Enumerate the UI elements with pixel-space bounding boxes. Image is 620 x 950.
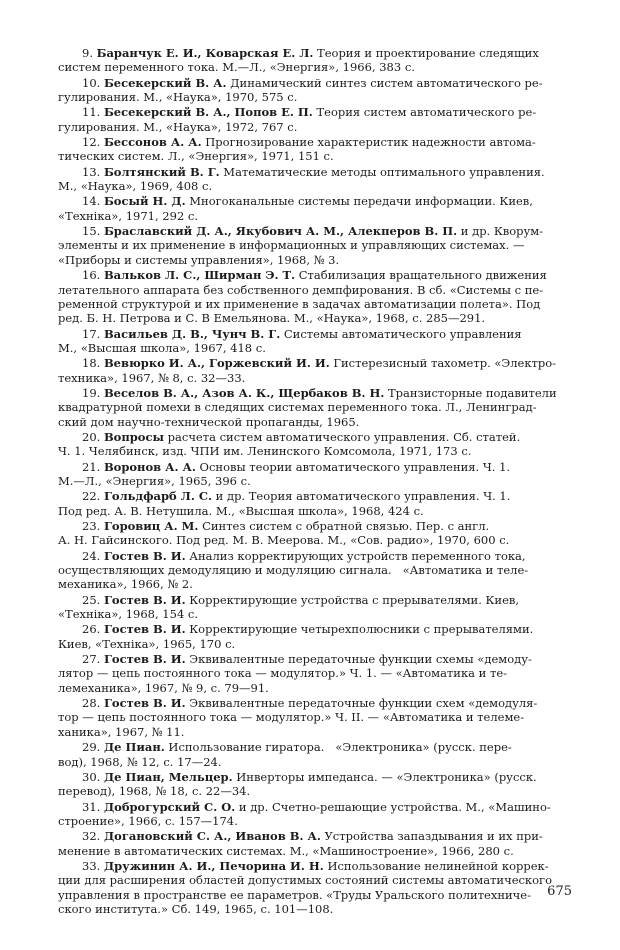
reference-line (58, 873, 578, 887)
reference-first-line (58, 519, 578, 533)
reference-line (58, 814, 578, 828)
reference-first-line (58, 696, 578, 710)
reference-line (58, 90, 578, 104)
reference-line (58, 311, 578, 325)
reference-text: Динамический синтез систем автоматического ре- (230, 75, 543, 90)
reference-authors: Де Пиан, Мельцер. (103, 769, 233, 784)
reference-number: 21. (82, 459, 101, 474)
reference-text: Транзисторные подавители (387, 385, 557, 400)
reference-authors: Бесекерский В. А., Попов Е. П. (103, 105, 313, 120)
reference-first-line (58, 652, 578, 666)
reference-text: тор — цепь постоянного тока — модулятор.» Ч. II. — «Автоматика и телеме- (58, 710, 525, 725)
reference-text: ский дом научно-технической пропаганды, 1965. (58, 414, 360, 429)
reference-line (58, 577, 578, 591)
reference-authors: Воронов А. А. (103, 459, 196, 474)
reference-text: систем переменного тока. М.—Л., «Энергия», 1966, 383 с. (58, 60, 415, 75)
reference-authors: Бессонов А. А. (103, 135, 202, 150)
reference-line (58, 149, 578, 163)
reference-text: Эквивалентные передаточные функции схем «демодуля- (189, 696, 538, 711)
reference-authors: Дружинин А. И., Печорина И. Н. (103, 858, 324, 873)
reference-first-line (58, 165, 578, 179)
reference-number: 19. (82, 385, 101, 400)
reference-number: 23. (82, 519, 101, 533)
reference-text: Синтез систем с обратной связью. Пер. с англ. (202, 519, 490, 533)
reference-text: М., «Высшая школа», 1967, 418 с. (58, 340, 266, 355)
reference-text: Теория и проектирование следящих (317, 46, 539, 60)
reference-text: Корректирующие устройства с прерывателями. Киев, (189, 592, 520, 607)
reference-line (58, 238, 578, 252)
reference-text: Ч. 1. Челябинск, изд. ЧПИ им. Ленинского Комсомола, 1971, 173 с. (58, 444, 472, 459)
reference-first-line (58, 489, 578, 503)
reference-first-line (58, 770, 578, 784)
reference-entry (58, 740, 578, 769)
reference-text: «Приборы и системы управления», 1968, № 3. (58, 252, 340, 267)
reference-text: строение», 1966, с. 157—174. (58, 813, 238, 828)
reference-authors: Браславский Д. А., Якубович А. М., Алекперов В. П. (103, 224, 458, 239)
reference-number: 13. (82, 164, 101, 179)
reference-number: 30. (82, 769, 101, 784)
reference-line (58, 60, 578, 74)
reference-authors: Босый Н. Д. (103, 194, 186, 209)
reference-entry (58, 76, 578, 105)
reference-entry (58, 800, 578, 829)
reference-authors: Горовиц А. М. (103, 519, 199, 533)
reference-text: «Технiка», 1968, 154 с. (58, 607, 199, 622)
page-number: 675 (547, 884, 572, 899)
reference-number: 15. (82, 224, 101, 239)
reference-text: М.—Л., «Энергия», 1965, 396 с. (58, 473, 251, 488)
reference-text: вод), 1968, № 12, с. 17—24. (58, 754, 222, 769)
reference-entry (58, 356, 578, 385)
reference-number: 27. (82, 652, 101, 667)
reference-number: 9. (82, 46, 93, 60)
reference-first-line (58, 76, 578, 90)
reference-first-line (58, 622, 578, 636)
reference-text: Системы автоматического управления (283, 326, 522, 341)
reference-authors: Вопросы (103, 429, 165, 444)
reference-line (58, 179, 578, 193)
reference-text: Прогнозирование характеристик надежности автома- (205, 135, 536, 150)
reference-entry (58, 386, 578, 429)
reference-entry (58, 224, 578, 267)
reference-number: 10. (82, 75, 101, 90)
reference-text: Эквивалентные передаточные функции схемы «демоду- (189, 652, 532, 667)
reference-number: 28. (82, 696, 101, 711)
reference-entry (58, 135, 578, 164)
reference-entry (58, 593, 578, 622)
reference-entry (58, 194, 578, 223)
reference-first-line (58, 549, 578, 563)
reference-entry (58, 652, 578, 695)
reference-first-line (58, 356, 578, 370)
reference-line (58, 637, 578, 651)
reference-text: Использование нелинейной коррек- (327, 858, 549, 873)
reference-authors: Гостев В. И. (103, 696, 186, 711)
reference-text: Гистерезисный тахометр. «Электро- (333, 356, 557, 371)
reference-text: Под ред. А. В. Нетушила. М., «Высшая школа», 1968, 424 с. (58, 503, 424, 518)
reference-entry (58, 489, 578, 518)
reference-authors: Гостев В. И. (103, 592, 186, 607)
reference-authors: Болтянский В. Г. (103, 164, 220, 179)
reference-number: 12. (82, 135, 101, 150)
reference-entry (58, 549, 578, 592)
reference-first-line (58, 268, 578, 282)
reference-first-line (58, 327, 578, 341)
reference-entry (58, 430, 578, 459)
reference-text: Устройства запаздывания и их при- (324, 829, 543, 844)
reference-text: ского института.» Сб. 149, 1965, с. 101—108. (58, 901, 334, 916)
reference-line (58, 400, 578, 414)
reference-text: «Технiка», 1971, 292 с. (58, 208, 199, 223)
reference-line (58, 784, 578, 798)
reference-line (58, 253, 578, 267)
reference-line (58, 563, 578, 577)
reference-text: гулирования. М., «Наука», 1972, 767 с. (58, 119, 298, 134)
reference-line (58, 533, 578, 547)
reference-text: М., «Наука», 1969, 408 с. (58, 179, 213, 194)
reference-text: управления в пространстве ее параметров. «Труды Уральского политехниче- (58, 887, 531, 902)
reference-text: тических систем. Л., «Энергия», 1971, 151 с. (58, 149, 334, 164)
reference-line (58, 755, 578, 769)
reference-entry (58, 460, 578, 489)
reference-line (58, 341, 578, 355)
reference-authors: Веселов В. А., Азов А. К., Щербаков В. Н. (103, 385, 385, 400)
reference-text: менение в автоматических системах. М., «Машиностроение», 1966, 280 с. (58, 843, 514, 858)
reference-entry (58, 46, 578, 75)
reference-entry (58, 327, 578, 356)
reference-text: механика», 1966, № 2. (58, 577, 193, 592)
reference-text: Математические методы оптимального управления. (223, 164, 545, 179)
reference-first-line (58, 105, 578, 119)
reference-entry (58, 519, 578, 548)
reference-text: Многоканальные системы передачи информации. Киев, (189, 194, 533, 209)
reference-number: 26. (82, 622, 101, 637)
reference-number: 20. (82, 429, 101, 444)
reference-authors: Баранчук Е. И., Коварская Е. Л. (96, 46, 314, 60)
reference-text: ременной структурой и их применение в задачах автоматизации полета». Под (58, 296, 541, 311)
reference-number: 16. (82, 268, 101, 283)
reference-authors: Гольдфарб Л. С. (103, 489, 213, 504)
reference-entry (58, 165, 578, 194)
reference-first-line (58, 194, 578, 208)
reference-line (58, 120, 578, 134)
reference-text: ханика», 1967, № 11. (58, 724, 185, 739)
reference-first-line (58, 386, 578, 400)
reference-authors: Доброгурский С. О. (103, 799, 236, 814)
reference-first-line (58, 46, 578, 60)
reference-authors: Догановский С. А., Иванов В. А. (103, 829, 321, 844)
reference-first-line (58, 460, 578, 474)
reference-first-line (58, 800, 578, 814)
reference-entry (58, 696, 578, 739)
reference-line (58, 844, 578, 858)
reference-text: Основы теории автоматического управления. Ч. 1. (199, 459, 511, 474)
reference-authors: Гостев В. И. (103, 652, 186, 667)
reference-text: А. Н. Гайсинского. Под ред. М. В. Меерова. М., «Сов. радио», 1970, 600 с. (58, 533, 510, 548)
reference-authors: Гостев В. И. (103, 622, 186, 637)
reference-text: гулирования. М., «Наука», 1970, 575 с. (58, 90, 298, 105)
reference-number: 33. (82, 858, 101, 873)
reference-number: 22. (82, 489, 101, 504)
reference-number: 18. (82, 356, 101, 371)
reference-authors: Вевюрко И. А., Горжевский И. И. (103, 356, 330, 371)
reference-entry (58, 770, 578, 799)
reference-text: и др. Теория автоматического управления. Ч. 1. (215, 489, 511, 504)
reference-authors: Гостев В. И. (103, 548, 186, 563)
reference-line (58, 681, 578, 695)
reference-number: 25. (82, 592, 101, 607)
reference-text: элементы и их применение в информационных и управляющих системах. — (58, 238, 525, 253)
reference-text: осуществляющих демодуляцию и модуляцию сигнала. «Автоматика и теле- (58, 563, 529, 578)
reference-authors: Бесекерский В. А. (103, 75, 227, 90)
reference-number: 32. (82, 829, 101, 844)
reference-text: Киев, «Технiка», 1965, 170 с. (58, 636, 236, 651)
reference-text: ред. Б. Н. Петрова и С. В Емельянова. М., «Наука», 1968, с. 285—291. (58, 311, 486, 326)
reference-first-line (58, 593, 578, 607)
reference-number: 29. (82, 740, 101, 755)
reference-first-line (58, 224, 578, 238)
reference-line (58, 415, 578, 429)
reference-list (58, 46, 578, 917)
reference-number: 14. (82, 194, 101, 209)
reference-entry (58, 622, 578, 651)
reference-line (58, 666, 578, 680)
reference-authors: Вальков Л. С., Ширман Э. Т. (103, 268, 296, 283)
reference-text: квадратурной помехи в следящих системах переменного тока. Л., Ленинград- (58, 400, 537, 415)
reference-number: 11. (82, 105, 101, 120)
reference-entry (58, 268, 578, 325)
reference-first-line (58, 859, 578, 873)
reference-text: лятор — цепь постоянного тока — модулятор.» Ч. 1. — «Автоматика и те- (58, 666, 508, 681)
reference-number: 24. (82, 548, 101, 563)
reference-line (58, 474, 578, 488)
reference-first-line (58, 135, 578, 149)
reference-text: техника», 1967, № 8, с. 32—33. (58, 370, 246, 385)
reference-text: расчета систем автоматического управления. Сб. статей. (167, 429, 521, 444)
reference-line (58, 371, 578, 385)
reference-line (58, 504, 578, 518)
reference-entry (58, 105, 578, 134)
reference-text: перевод), 1968, № 18, с. 22—34. (58, 784, 251, 799)
reference-line (58, 209, 578, 223)
reference-text: Использование гиратора. «Электроника» (русск. пере- (168, 740, 512, 755)
reference-authors: Васильев Д. В., Чунч В. Г. (103, 326, 281, 341)
reference-line (58, 607, 578, 621)
reference-line (58, 725, 578, 739)
reference-line (58, 283, 578, 297)
reference-first-line (58, 740, 578, 754)
reference-entry (58, 829, 578, 858)
reference-first-line (58, 829, 578, 843)
reference-text: Стабилизация вращательного движения (298, 268, 547, 283)
reference-text: и др. Кворум- (460, 224, 544, 239)
reference-line (58, 297, 578, 311)
reference-line (58, 710, 578, 724)
reference-line (58, 902, 578, 916)
reference-text: летательного аппарата без собственного демпфирования. В сб. «Системы с пе- (58, 282, 544, 297)
reference-text: Теория систем автоматического ре- (316, 105, 537, 120)
reference-number: 31. (82, 799, 101, 814)
reference-text: ции для расширения областей допустимых состояний системы автоматического (58, 873, 552, 888)
reference-line (58, 444, 578, 458)
reference-text: Анализ корректирующих устройств переменного тока, (189, 548, 526, 563)
reference-text: Корректирующие четырехполюсники с прерывателями. (189, 622, 534, 637)
reference-entry (58, 859, 578, 916)
reference-number: 17. (82, 326, 101, 341)
reference-text: и др. Счетно-решающие устройства. М., «Машино- (238, 799, 551, 814)
reference-text: Инверторы импеданса. — «Электроника» (русск. (236, 769, 537, 784)
reference-text: лемеханика», 1967, № 9, с. 79—91. (58, 680, 269, 695)
reference-authors: Де Пиан. (103, 740, 165, 755)
reference-first-line (58, 430, 578, 444)
reference-line (58, 888, 578, 902)
